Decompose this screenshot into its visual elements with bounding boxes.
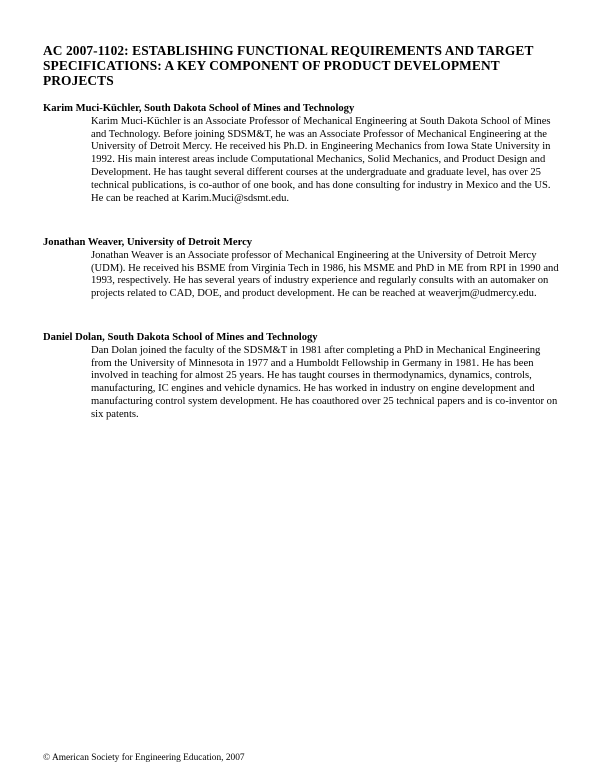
author-bio: Karim Muci-Küchler is an Associate Professor of Mechanical Engineering at South Dakota School of Mines and Technology. Before joining SDSM&T, he was an Associate Professor of Mechanical Engineering at the University of Detroit Mercy. He received his Ph.D. in Engineering Mechanics from Iowa State University in 1992. His main interest areas include Computational Mechanics, Solid Mechanics, and Product Design and Development. He has taught several different courses at the undergraduate and graduate level, has over 25 technical publications, is co-author of one book, and has done consulting for industry in Mexico and the US. He can be reached at Karim.Muci@sdsmt.edu. <box>91 115 551 204</box>
author-bio: Jonathan Weaver is an Associate professor of Mechanical Engineering at the University of Detroit Mercy (UDM). He received his BSME from Virginia Tech in 1986, his MSME and PhD in ME from RPI in 1990 and 1993, respectively. He has several years of industry experience and regularly consults with an automaker on projects related to CAD, DOE, and product development. He can be reached at weaverjm@udmercy.edu. <box>91 249 559 300</box>
author-entry-weaver <box>43 237 563 301</box>
author-entry-dolan <box>43 332 563 422</box>
paper-title: AC 2007-1102: ESTABLISHING FUNCTIONAL REQUIREMENTS AND TARGET SPECIFICATIONS: A KEY COMPONENT OF PRODUCT DEVELOPMENT PROJECTS <box>43 43 534 89</box>
author-name-affiliation: Jonathan Weaver, University of Detroit Mercy <box>43 237 253 248</box>
author-name-affiliation: Karim Muci-Küchler, South Dakota School of Mines and Technology <box>43 103 355 114</box>
author-bio: Dan Dolan joined the faculty of the SDSM&T in 1981 after completing a PhD in Mechanical Engineering from the University of Minnesota in 1977 and a Humboldt Fellowship in Germany in 1981. He has been involved in teaching for almost 25 years. He has taught courses in thermodynamics, dynamics, controls, manufacturing, IC engines and vehicle dynamics. He has worked in industry on engine development and manufacturing control system development. He has coauthored over 25 technical papers and is co-inventor on six patents. <box>91 344 558 420</box>
copyright-footer: © American Society for Engineering Education, 2007 <box>43 753 245 763</box>
author-entry-muci-kuchler <box>43 103 563 205</box>
author-name-affiliation: Daniel Dolan, South Dakota School of Mines and Technology <box>43 332 318 343</box>
